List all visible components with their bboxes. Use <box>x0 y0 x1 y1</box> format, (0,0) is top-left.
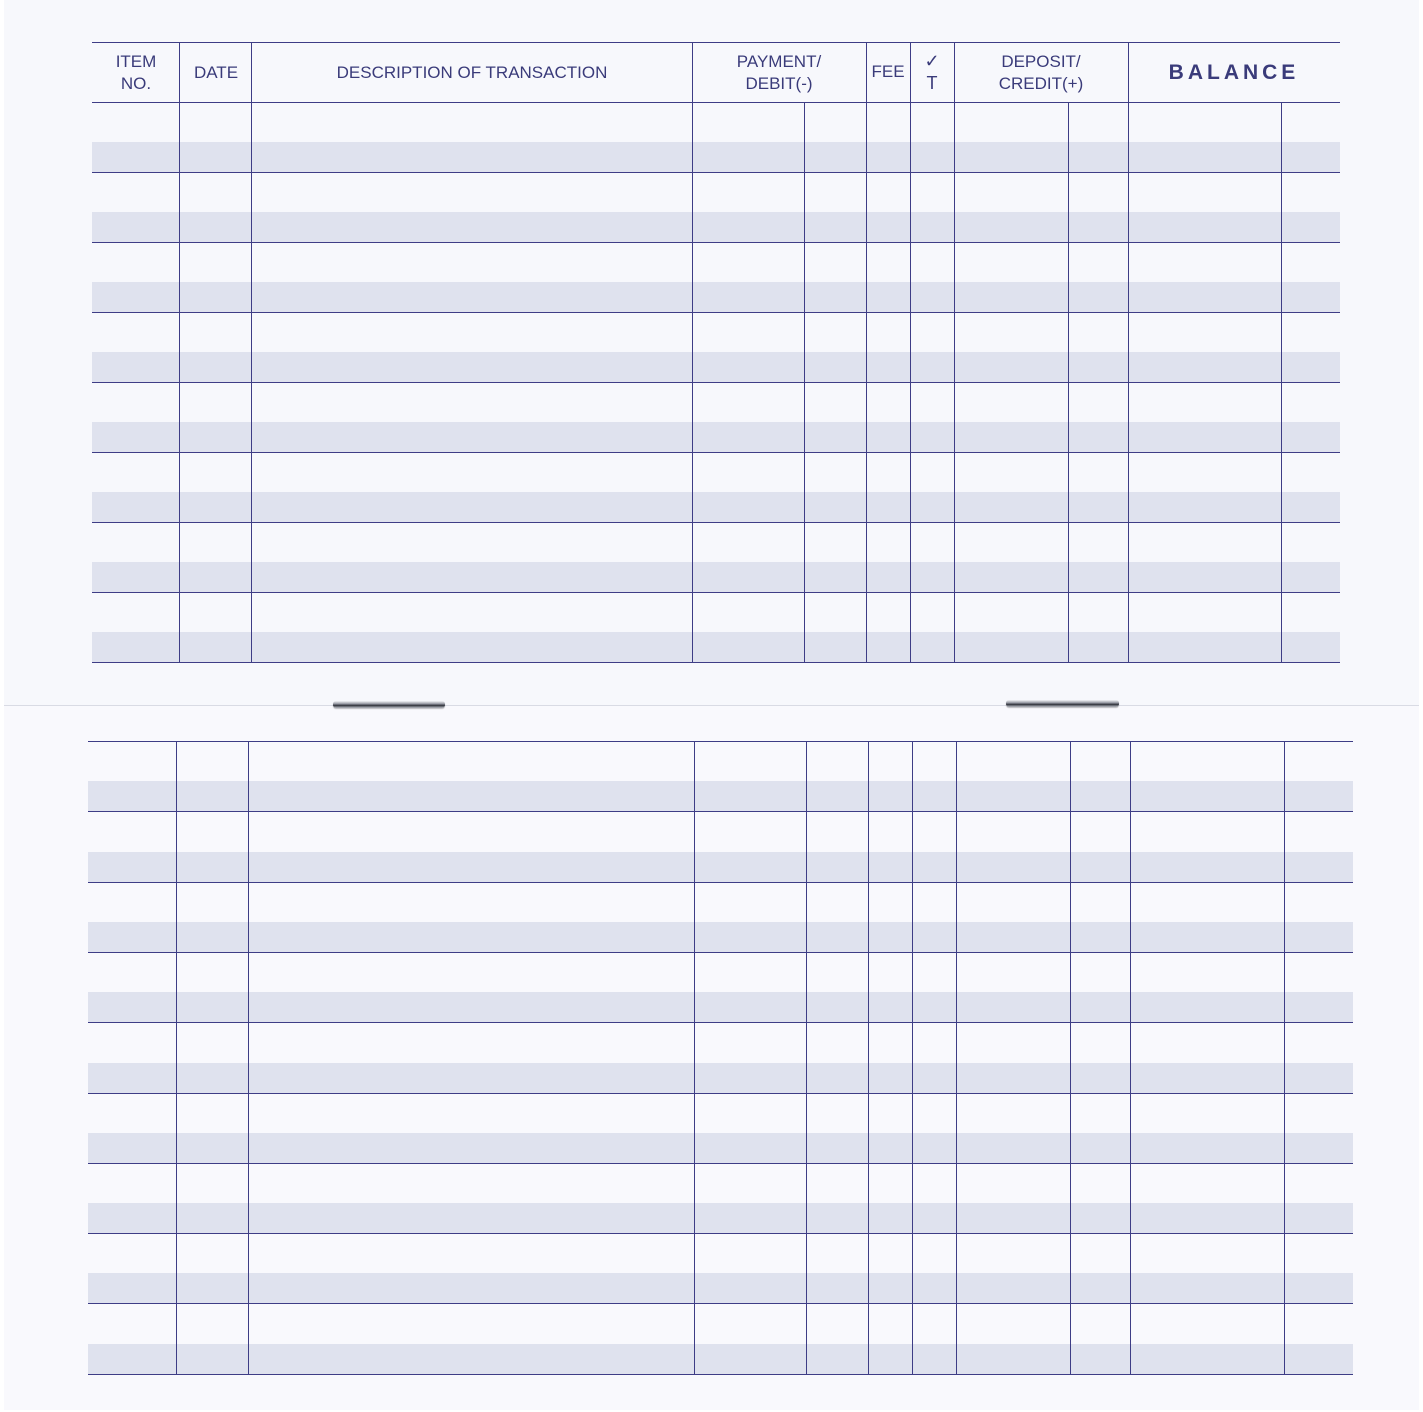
column-rule <box>954 42 955 662</box>
row-shade-band <box>92 282 1340 312</box>
column-rule <box>912 741 913 1374</box>
row-shade-band <box>88 1203 1353 1233</box>
row-shade-band <box>88 852 1353 882</box>
column-rule <box>1130 741 1131 1374</box>
column-rule <box>910 42 911 662</box>
row-shade-band <box>92 352 1340 382</box>
header-deposit-credit: DEPOSIT/ CREDIT(+) <box>998 52 1084 93</box>
row-shade-band <box>88 781 1353 811</box>
column-rule <box>248 741 249 1374</box>
column-rule <box>179 42 180 662</box>
ledger-table-bottom <box>88 741 1353 1374</box>
cents-divider-rule <box>1068 102 1069 662</box>
ledger-table-top <box>92 42 1340 664</box>
row-rule <box>88 1022 1353 1023</box>
header-fee: FEE <box>871 62 905 81</box>
row-rule <box>88 1303 1353 1304</box>
row-shade-band <box>88 922 1353 952</box>
row-shade-band <box>92 212 1340 242</box>
column-rule <box>1128 42 1129 662</box>
row-shade-band <box>92 632 1340 662</box>
cents-divider-rule <box>806 741 807 1374</box>
row-rule <box>88 1233 1353 1234</box>
binding-fold <box>4 705 1419 706</box>
cents-divider-rule <box>1281 102 1282 662</box>
column-rule <box>866 42 867 662</box>
row-shade-band <box>88 992 1353 1022</box>
cents-divider-rule <box>1284 741 1285 1374</box>
row-shade-band <box>92 492 1340 522</box>
row-rule <box>92 452 1340 453</box>
staple-left <box>333 701 445 708</box>
row-rule <box>92 312 1340 313</box>
row-shade-band <box>88 1273 1353 1303</box>
column-rule <box>692 42 693 662</box>
row-rule <box>92 522 1340 523</box>
row-shade-band <box>88 1133 1353 1163</box>
cents-divider-rule <box>804 102 805 662</box>
row-rule <box>92 592 1340 593</box>
row-rule <box>92 382 1340 383</box>
row-shade-band <box>92 142 1340 172</box>
staple-right <box>1006 700 1119 707</box>
column-rule <box>176 741 177 1374</box>
row-rule <box>88 952 1353 953</box>
row-rule <box>88 811 1353 812</box>
row-rule <box>88 1163 1353 1164</box>
header-date: DATE <box>193 63 239 82</box>
column-rule <box>868 741 869 1374</box>
row-rule <box>92 102 1340 103</box>
row-rule <box>92 662 1340 663</box>
column-rule <box>956 741 957 1374</box>
column-rule <box>694 741 695 1374</box>
row-rule <box>92 172 1340 173</box>
row-rule <box>88 741 1353 742</box>
header-description: DESCRIPTION OF TRANSACTION <box>336 63 608 82</box>
row-rule <box>88 1374 1353 1375</box>
header-balance: BALANCE <box>1168 61 1300 84</box>
column-rule <box>251 42 252 662</box>
row-rule <box>92 242 1340 243</box>
row-shade-band <box>92 422 1340 452</box>
row-rule <box>92 42 1340 43</box>
header-payment-debit: PAYMENT/ DEBIT(-) <box>736 52 822 93</box>
row-shade-band <box>88 1063 1353 1093</box>
row-shade-band <box>88 1344 1353 1374</box>
cents-divider-rule <box>1070 741 1071 1374</box>
row-rule <box>88 882 1353 883</box>
header-check-t: ✓ T <box>924 51 940 93</box>
header-item-no: ITEM NO. <box>115 52 157 93</box>
row-shade-band <box>92 562 1340 592</box>
row-rule <box>88 1093 1353 1094</box>
